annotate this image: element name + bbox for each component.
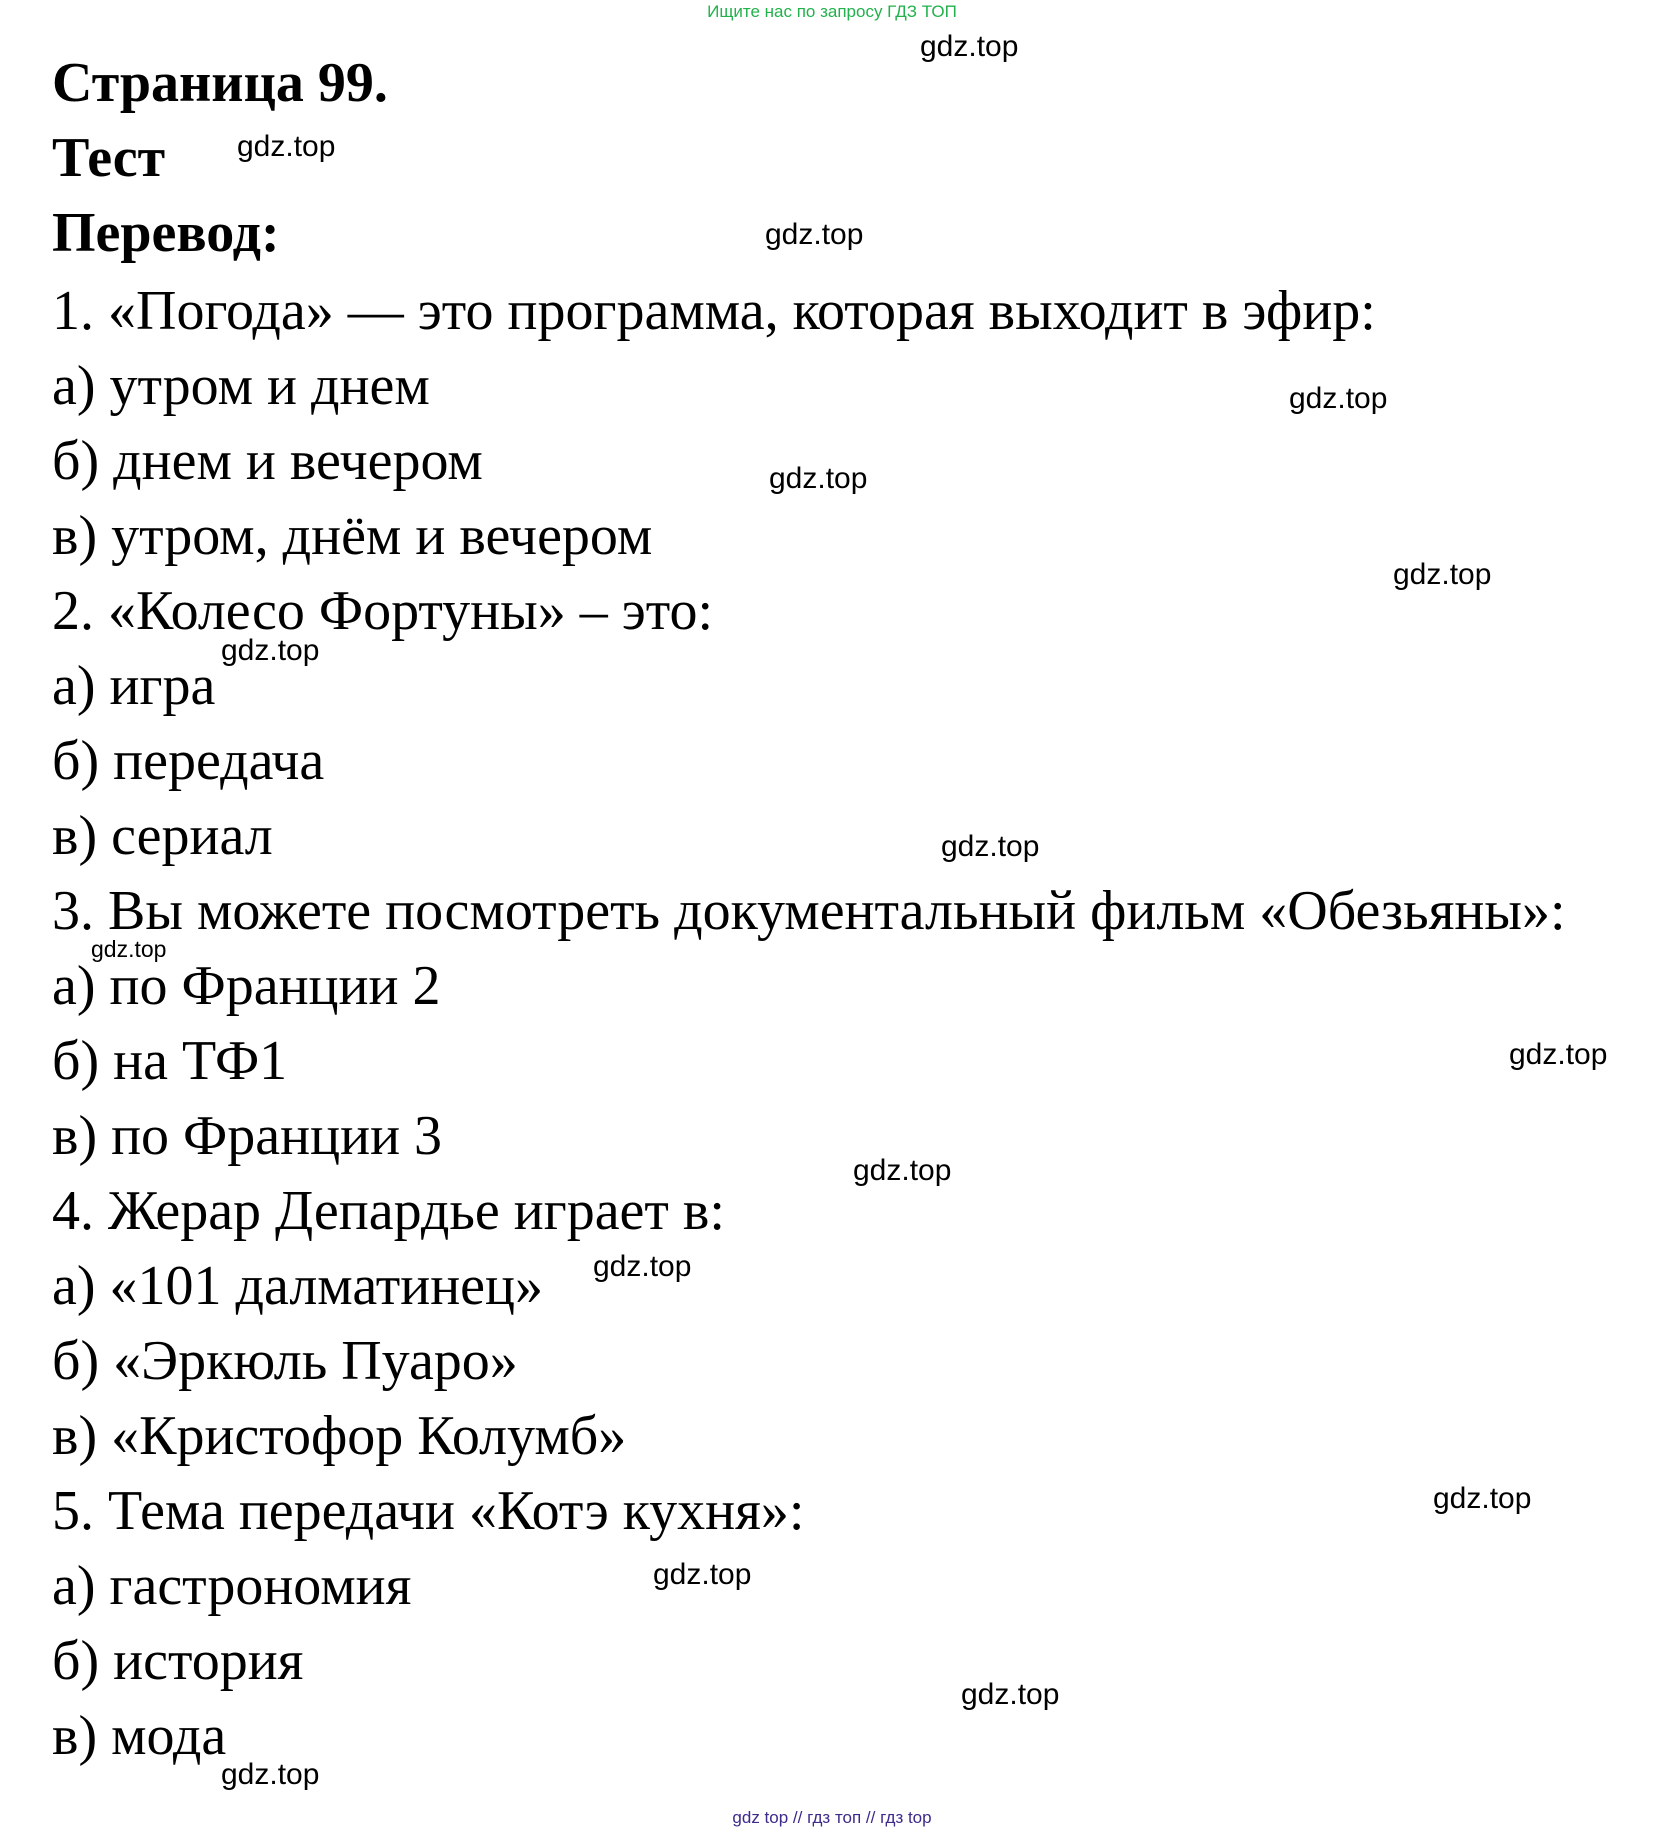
watermark: gdz.top [1509, 1038, 1608, 1071]
watermark: gdz.top [765, 218, 864, 251]
watermark: gdz.top [1289, 382, 1388, 415]
answer-option-2a: а) игра [52, 655, 216, 717]
watermark: gdz.top [853, 1154, 952, 1187]
top-banner: Ищите нас по запросу ГДЗ ТОП [707, 2, 957, 21]
watermark: gdz.top [593, 1250, 692, 1283]
answer-option-4c: в) «Кристофор Колумб» [52, 1405, 627, 1467]
watermark: gdz.top [221, 634, 320, 667]
translation-heading: Перевод: [52, 202, 280, 264]
answer-option-2c: в) сериал [52, 805, 273, 867]
watermark: gdz.top [221, 1758, 320, 1791]
watermark: gdz.top [920, 30, 1019, 63]
test-heading: Тест [52, 127, 166, 189]
answer-option-2b: б) передача [52, 730, 325, 792]
answer-option-1b: б) днем и вечером [52, 430, 483, 492]
watermark: gdz.top [653, 1558, 752, 1591]
question-2: 2. «Колесо Фортуны» – это: [52, 580, 714, 642]
watermark: gdz.top [1433, 1482, 1532, 1515]
answer-option-3b: б) на ТФ1 [52, 1030, 288, 1092]
watermark: gdz.top [769, 462, 868, 495]
answer-option-3a: а) по Франции 2 [52, 955, 441, 1017]
watermark: gdz.top [941, 830, 1040, 863]
question-1: 1. «Погода» — это программа, которая выходит в эфир: [52, 280, 1376, 342]
answer-option-1c: в) утром, днём и вечером [52, 505, 653, 567]
answer-option-5b: б) история [52, 1630, 304, 1692]
answer-option-5c: в) мода [52, 1705, 227, 1767]
footer-watermark: gdz top // гдз топ // гдз top [732, 1808, 932, 1827]
answer-option-4b: б) «Эркюль Пуаро» [52, 1330, 518, 1392]
watermark: gdz.top [1393, 558, 1492, 591]
watermark: gdz.top [961, 1678, 1060, 1711]
question-4: 4. Жерар Депардье играет в: [52, 1180, 725, 1242]
answer-option-3c: в) по Франции 3 [52, 1105, 443, 1167]
question-3: 3. Вы можете посмотреть документальный фильм «Обезьяны»: [52, 880, 1566, 942]
watermark: gdz.top [237, 130, 336, 163]
answer-option-1a: а) утром и днем [52, 355, 430, 417]
answer-option-4a: а) «101 далматинец» [52, 1255, 543, 1317]
question-5: 5. Тема передачи «Котэ кухня»: [52, 1480, 805, 1542]
answer-option-5a: а) гастрономия [52, 1555, 412, 1617]
page-title: Страница 99. [52, 52, 388, 114]
watermark: gdz.top [91, 936, 167, 962]
